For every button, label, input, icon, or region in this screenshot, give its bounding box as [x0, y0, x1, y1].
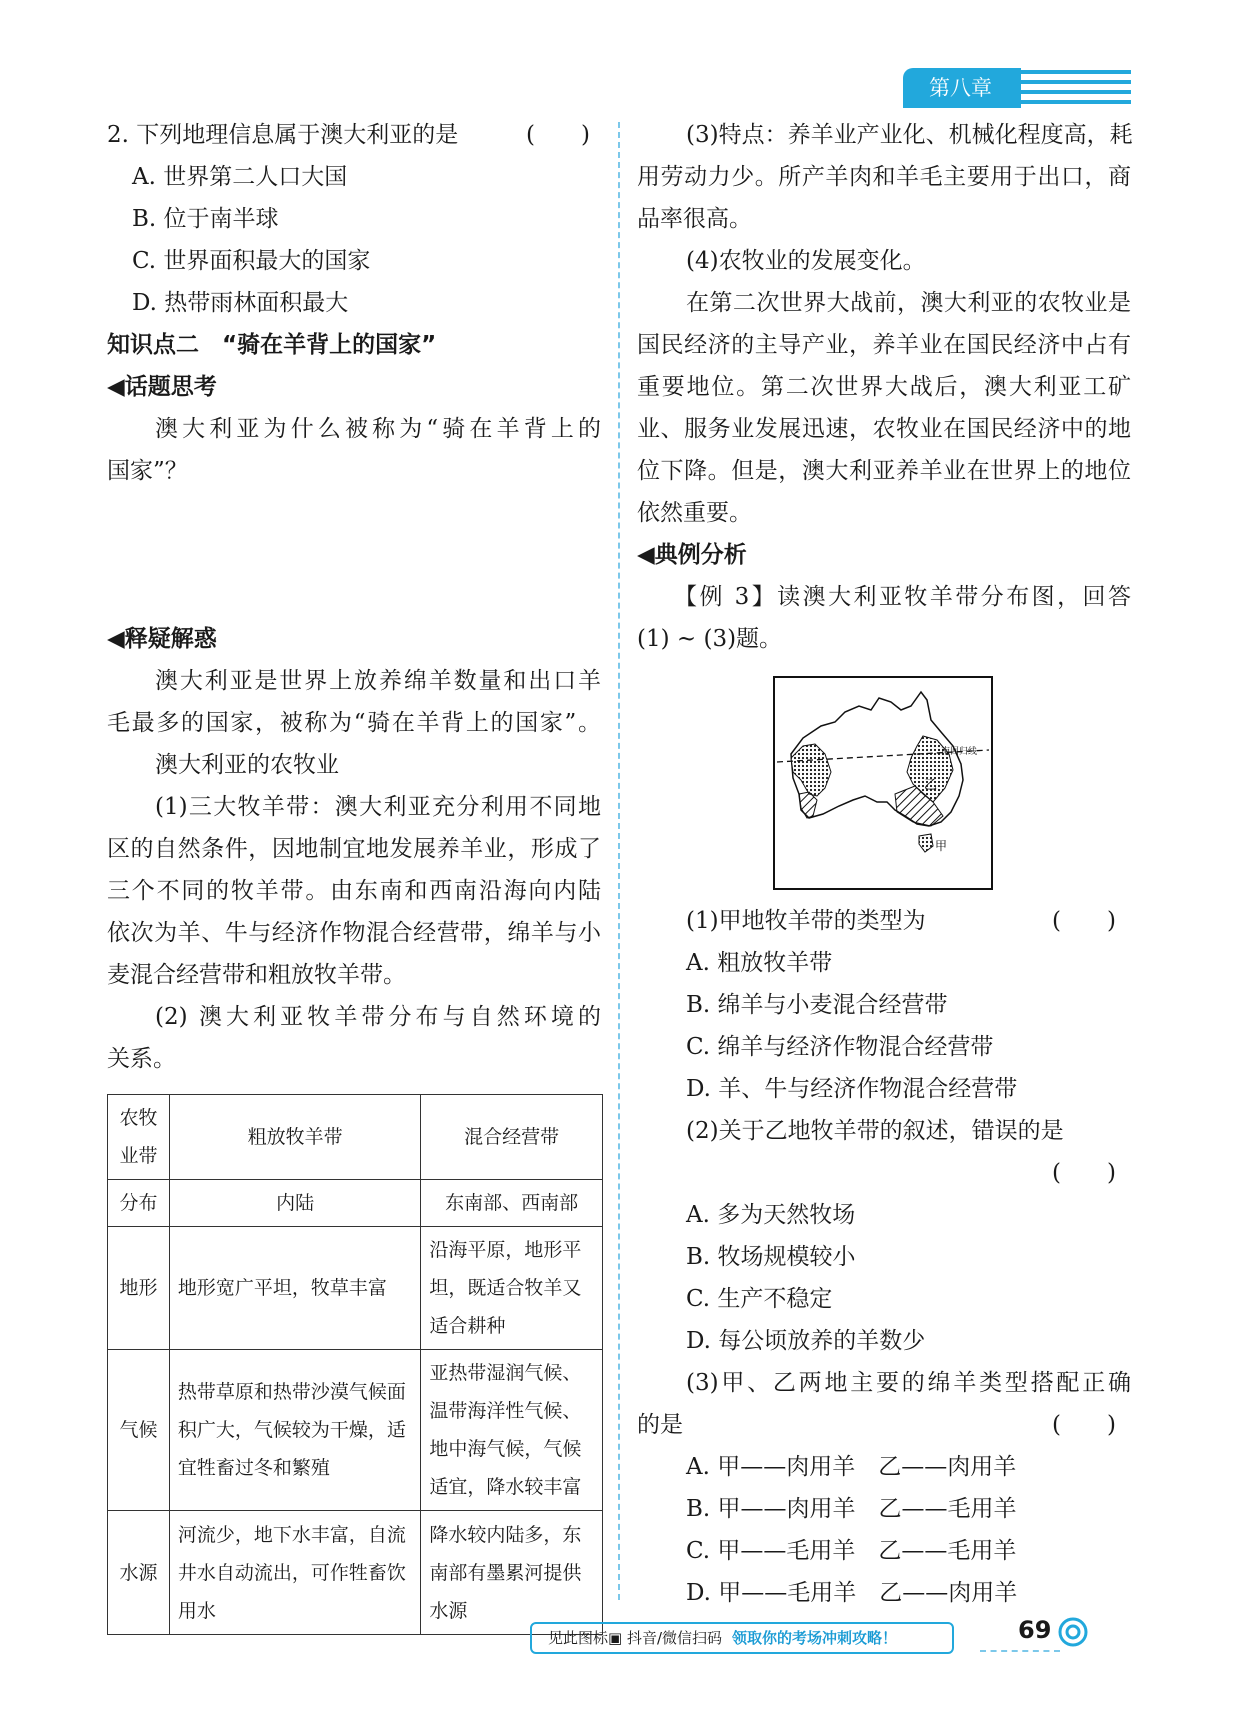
tab-stripe [1021, 70, 1131, 74]
rq3-option-c: C. 甲——毛用羊 乙——毛用羊 [686, 1538, 1017, 1564]
table-row [108, 1180, 603, 1227]
rq3-option-d: D. 甲——毛用羊 乙——肉用羊 [686, 1580, 1018, 1606]
footer-banner [530, 1622, 954, 1654]
right-line: 品率很高。 [637, 206, 752, 232]
explain-line: 澳大利亚的农牧业 [155, 752, 339, 778]
explain-line: (1)三大牧羊带：澳大利亚充分利用不同地 [155, 794, 601, 820]
table-header-cell: 混合经营带 [421, 1095, 603, 1180]
q2-option-c: C. 世界面积最大的国家 [132, 248, 371, 274]
footer-slogan: 领取你的考场冲刺攻略！ [732, 1629, 898, 1647]
table-row [108, 1350, 603, 1511]
right-line: (3)特点：养羊业产业化、机械化程度高，耗 [686, 122, 1133, 148]
q2-option-d: D. 热带雨林面积最大 [132, 290, 349, 316]
tab-stripe [1021, 100, 1131, 104]
column-divider [618, 122, 620, 1600]
right-line: 位下降。但是，澳大利亚养羊业在世界上的地位 [637, 458, 1131, 484]
rq2-stem: (2)关于乙地牧羊带的叙述，错误的是 [686, 1118, 1064, 1144]
q2-option-b: B. 位于南半球 [132, 206, 279, 232]
right-line: 国民经济的主导产业，养羊业在国民经济中占有 [637, 332, 1131, 358]
rq2-option-b: B. 牧场规模较小 [686, 1244, 856, 1270]
table-header-cell: 农牧业带 [108, 1095, 170, 1180]
q2-stem: 2. 下列地理信息属于澳大利亚的是 [107, 122, 459, 148]
rq1-stem: (1)甲地牧羊带的类型为 [686, 908, 926, 934]
right-line: 重要地位。第二次世界大战后，澳大利亚工矿 [637, 374, 1131, 400]
table-row [108, 1511, 603, 1635]
q2-answer-paren[interactable]: ( ) [526, 122, 590, 148]
page-number: 69 [1018, 1616, 1052, 1644]
footer-text: 见此图标▣ 抖音/微信扫码 [548, 1629, 722, 1647]
right-line: 依然重要。 [637, 500, 752, 526]
table-cell: 地形宽广平坦，牧草丰富 [169, 1227, 420, 1350]
rq2-answer-paren[interactable]: ( ) [1052, 1160, 1116, 1186]
explain-line: 关系。 [107, 1046, 176, 1072]
australia-sheep-belt-map [773, 676, 993, 890]
sheep-belt-table [107, 1094, 603, 1635]
page-circle-icon [1058, 1617, 1088, 1647]
topic-line: 国家”？ [107, 458, 188, 484]
table-cell: 水源 [108, 1511, 170, 1635]
explain-line: 区的自然条件，因地制宜地发展养羊业，形成了 [107, 836, 601, 862]
map-label-jia: 甲 [935, 839, 948, 853]
explain-line: 三个不同的牧羊带。由东南和西南沿海向内陆 [107, 878, 601, 904]
right-line: (4)农牧业的发展变化。 [686, 248, 926, 274]
rq2-option-a: A. 多为天然牧场 [686, 1202, 856, 1228]
tropic-label: 南回归线 [941, 747, 978, 757]
right-line: 在第二次世界大战前，澳大利亚的农牧业是 [686, 290, 1131, 316]
rq1-option-c: C. 绵羊与经济作物混合经营带 [686, 1034, 994, 1060]
table-row [108, 1227, 603, 1350]
explain-line: 麦混合经营带和粗放牧羊带。 [107, 962, 406, 988]
table-cell: 亚热带湿润气候、温带海洋性气候、地中海气候，气候适宜，降水较丰富 [421, 1350, 603, 1511]
rq1-option-b: B. 绵羊与小麦混合经营带 [686, 992, 948, 1018]
right-line: 业、服务业发展迅速，农牧业在国民经济中的地 [637, 416, 1131, 442]
explain-line: 依次为羊、牛与经济作物混合经营带，绵羊与小 [107, 920, 601, 946]
rq2-option-d: D. 每公顷放养的羊数少 [686, 1328, 926, 1354]
rq2-option-c: C. 生产不稳定 [686, 1286, 833, 1312]
explain-heading: ◀释疑解惑 [107, 626, 217, 652]
tab-stripe [1021, 90, 1131, 94]
footer-dashed-rule [980, 1650, 1060, 1652]
rq3-option-a: A. 甲——肉用羊 乙——肉用羊 [686, 1454, 1017, 1480]
rq3-answer-paren[interactable]: ( ) [1052, 1412, 1116, 1438]
tab-stripe [1021, 80, 1131, 84]
map-label-yi: 乙 [924, 778, 938, 793]
table-cell: 沿海平原，地形平坦，既适合牧羊又适合耕种 [421, 1227, 603, 1350]
topic-heading: ◀话题思考 [107, 374, 217, 400]
example-line: 【例 3】读澳大利亚牧羊带分布图，回答 [674, 584, 1131, 610]
rq3-stem: (3)甲、乙两地主要的绵羊类型搭配正确 [686, 1370, 1131, 1396]
table-cell: 降水较内陆多，东南部有墨累河提供水源 [421, 1511, 603, 1635]
explain-line: (2) 澳大利亚牧羊带分布与自然环境的 [155, 1004, 601, 1030]
right-line: 用劳动力少。所产羊肉和羊毛主要用于出口，商 [637, 164, 1131, 190]
knowledge-point-2-title: 知识点二 “骑在羊背上的国家” [107, 332, 437, 358]
table-cell: 气候 [108, 1350, 170, 1511]
table-cell: 热带草原和热带沙漠气候面积广大，气候较为干燥，适宜牲畜过冬和繁殖 [169, 1350, 420, 1511]
rq1-option-d: D. 羊、牛与经济作物混合经营带 [686, 1076, 1018, 1102]
table-header-row [108, 1095, 603, 1180]
table-cell: 分布 [108, 1180, 170, 1227]
table-cell: 内陆 [169, 1180, 420, 1227]
example-line: (1) ~ (3)题。 [637, 626, 783, 652]
explain-line: 澳大利亚是世界上放养绵羊数量和出口羊 [155, 668, 601, 694]
rq3-option-b: B. 甲——肉用羊 乙——毛用羊 [686, 1496, 1017, 1522]
table-header-cell: 粗放牧羊带 [169, 1095, 420, 1180]
topic-line: 澳大利亚为什么被称为“骑在羊背上的 [155, 416, 601, 442]
table-cell: 地形 [108, 1227, 170, 1350]
q2-option-a: A. 世界第二人口大国 [132, 164, 348, 190]
rq3-stem: 的是 [637, 1412, 683, 1438]
example-heading: ◀典例分析 [637, 542, 747, 568]
chapter-tab: 第八章 [903, 68, 1021, 108]
explain-line: 毛最多的国家，被称为“骑在羊背上的国家”。 [107, 710, 601, 736]
rq1-answer-paren[interactable]: ( ) [1052, 908, 1116, 934]
table-cell: 河流少，地下水丰富，自流井水自动流出，可作牲畜饮用水 [169, 1511, 420, 1635]
table-cell: 东南部、西南部 [421, 1180, 603, 1227]
rq1-option-a: A. 粗放牧羊带 [686, 950, 833, 976]
